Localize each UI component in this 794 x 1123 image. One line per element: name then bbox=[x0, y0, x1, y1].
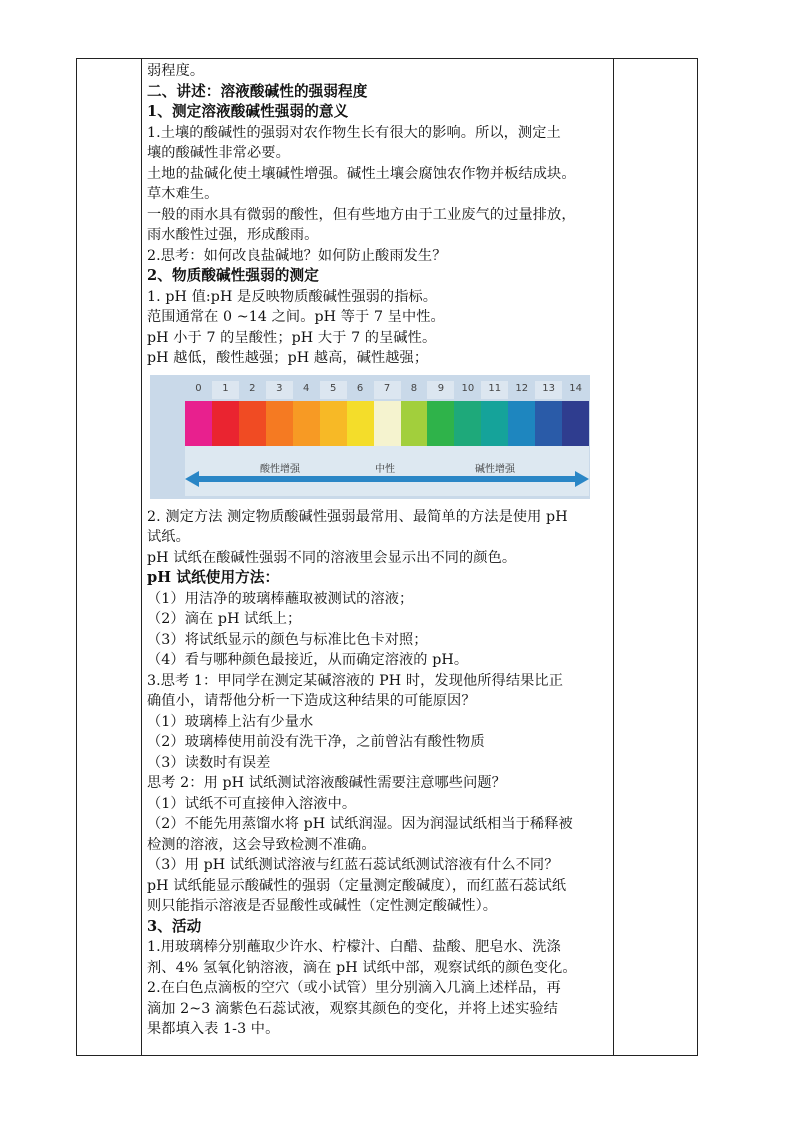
ph-swatch bbox=[320, 401, 347, 446]
text-line: 范围通常在 0 ~14 之间。pH 等于 7 呈中性。 bbox=[147, 309, 445, 325]
text-line: pH 小于 7 的呈酸性；pH 大于 7 的呈碱性。 bbox=[147, 329, 437, 346]
ph-swatch bbox=[454, 401, 481, 446]
ph-number: 10 bbox=[461, 382, 475, 394]
ph-number: 7 bbox=[374, 381, 401, 399]
lesson-table bbox=[76, 58, 698, 1056]
ph-number: 14 bbox=[569, 382, 582, 394]
section-heading: pH 试纸使用方法： bbox=[147, 569, 280, 586]
ph-number: 2 bbox=[249, 382, 256, 394]
text-line: 一般的雨水具有微弱的酸性，但有些地方由于工业废气的过量排放， bbox=[147, 206, 576, 223]
base-label: 碱性增强 bbox=[475, 463, 515, 475]
text-line: 草木难生。 bbox=[147, 186, 219, 202]
column-divider-left bbox=[141, 59, 142, 1055]
text-line: 弱程度。 bbox=[147, 63, 205, 79]
ph-number: 8 bbox=[410, 382, 418, 394]
ph-swatch bbox=[185, 401, 212, 446]
text-line: 3.思考 1：甲同学在测定某碱溶液的 PH 时，发现他所得结果比正 bbox=[147, 672, 563, 689]
text-line: （3）读数时有误差 bbox=[147, 754, 271, 771]
ph-swatch bbox=[212, 401, 239, 446]
section-heading: 二、讲述：溶液酸碱性的强弱程度 bbox=[147, 82, 368, 100]
ph-number: 0 bbox=[195, 382, 202, 394]
acid-label: 酸性增强 bbox=[260, 463, 300, 475]
text-line: 2.在白色点滴板的空穴（或小试管）里分别滴入几滴上述样品，再 bbox=[147, 980, 561, 996]
text-line: 果都填入表 1-3 中。 bbox=[147, 1021, 280, 1037]
lesson-content bbox=[147, 61, 619, 1040]
text-line: （2）不能先用蒸馏水将 pH 试纸润湿。因为润湿试纸相当于稀释被 bbox=[147, 816, 573, 832]
ph-number: 3 bbox=[266, 381, 293, 399]
ph-number: 6 bbox=[356, 382, 364, 394]
text-line: 2. 测定方法 测定物质酸碱性强弱最常用、最简单的方法是使用 pH bbox=[147, 508, 568, 525]
text-line: 2.思考：如何改良盐碱地？如何防止酸雨发生？ bbox=[147, 247, 447, 264]
ph-number: 12 bbox=[515, 382, 529, 394]
ph-swatch bbox=[239, 401, 266, 446]
ph-number: 4 bbox=[303, 382, 310, 394]
ph-swatch bbox=[293, 401, 320, 446]
ph-swatch bbox=[347, 401, 374, 446]
ph-number: 9 bbox=[427, 381, 454, 399]
text-line: 滴加 2~3 滴紫色石蕊试液，观察其颜色的变化，并将上述实验结 bbox=[147, 1000, 558, 1017]
text-line: 剂、4% 氢氧化钠溶液，滴在 pH 试纸中部，观察试纸的颜色变化。 bbox=[147, 959, 577, 976]
text-line: 雨水酸性过强，形成酸雨。 bbox=[147, 227, 319, 243]
text-line: 检测的溶液，这会导致检测不准确。 bbox=[147, 836, 376, 853]
ph-swatch bbox=[508, 401, 535, 446]
neutral-label: 中性 bbox=[375, 463, 395, 475]
ph-swatch bbox=[535, 401, 562, 446]
text-line: 确值小，请帮他分析一下造成这种结果的可能原因？ bbox=[147, 693, 476, 709]
text-line: （3）将试纸显示的颜色与标准比色卡对照； bbox=[147, 631, 428, 648]
text-line: 则只能指示溶液是否显酸性或碱性（定性测定酸碱性）。 bbox=[147, 898, 498, 914]
text-line: （1）玻璃棒上沾有少量水 bbox=[147, 713, 314, 730]
text-line: 壤的酸碱性非常必要。 bbox=[147, 145, 290, 161]
text-line: 1. pH 值:pH 是反映物质酸碱性强弱的指标。 bbox=[147, 288, 438, 305]
text-line: （3）用 pH 试纸测试溶液与红蓝石蕊试纸测试溶液有什么不同？ bbox=[147, 857, 559, 873]
text-line: （2）玻璃棒使用前没有洗干净，之前曾沾有酸性物质 bbox=[147, 734, 485, 750]
ph-swatch bbox=[481, 401, 508, 446]
ph-swatch bbox=[266, 401, 293, 446]
text-block-intro bbox=[147, 61, 619, 369]
text-line: 1.土壤的酸碱性的强弱对农作物生长有很大的影响。所以，测定土 bbox=[147, 124, 561, 141]
text-line: （4）看与哪种颜色最接近，从而确定溶液的 pH。 bbox=[147, 652, 469, 668]
text-line: 1.用玻璃棒分别蘸取少许水、柠檬汁、白醋、盐酸、肥皂水、洗涤 bbox=[147, 939, 561, 955]
ph-number: 13 bbox=[535, 381, 562, 399]
text-line: 思考 2：用 pH 试纸测试溶液酸碱性需要注意哪些问题？ bbox=[147, 775, 506, 791]
text-line: 试纸。 bbox=[147, 529, 190, 545]
ph-number: 1 bbox=[212, 381, 239, 399]
text-line: （2）滴在 pH 试纸上； bbox=[147, 611, 302, 627]
text-line: （1）用洁净的玻璃棒蘸取被测试的溶液； bbox=[147, 590, 414, 607]
text-line: 土地的盐碱化使土壤碱性增强。碱性土壤会腐蚀农作物并板结成块。 bbox=[147, 165, 576, 182]
ph-arrow-band bbox=[185, 446, 589, 496]
section-heading: 1、测定溶液酸碱性强弱的意义 bbox=[147, 103, 349, 120]
text-line: （1）试纸不可直接伸入溶液中。 bbox=[147, 795, 357, 812]
ph-swatch bbox=[374, 401, 401, 446]
text-line: pH 试纸在酸碱性强弱不同的溶液里会显示出不同的颜色。 bbox=[147, 549, 517, 566]
ph-number: 11 bbox=[481, 381, 508, 399]
ph-number: 5 bbox=[320, 381, 347, 399]
ph-color-chart bbox=[150, 375, 590, 499]
text-line: pH 试纸能显示酸碱性的强弱（定量测定酸碱度），而红蓝石蕊试纸 bbox=[147, 877, 567, 894]
text-block-methods bbox=[147, 507, 619, 1040]
ph-number-row bbox=[185, 381, 589, 399]
section-heading: 2、物质酸碱性强弱的测定 bbox=[147, 267, 319, 284]
ph-swatch-row bbox=[185, 401, 589, 446]
section-heading: 3、活动 bbox=[147, 917, 202, 935]
text-line: pH 越低，酸性越强；pH 越高，碱性越强； bbox=[147, 350, 429, 366]
ph-swatch bbox=[562, 401, 589, 446]
